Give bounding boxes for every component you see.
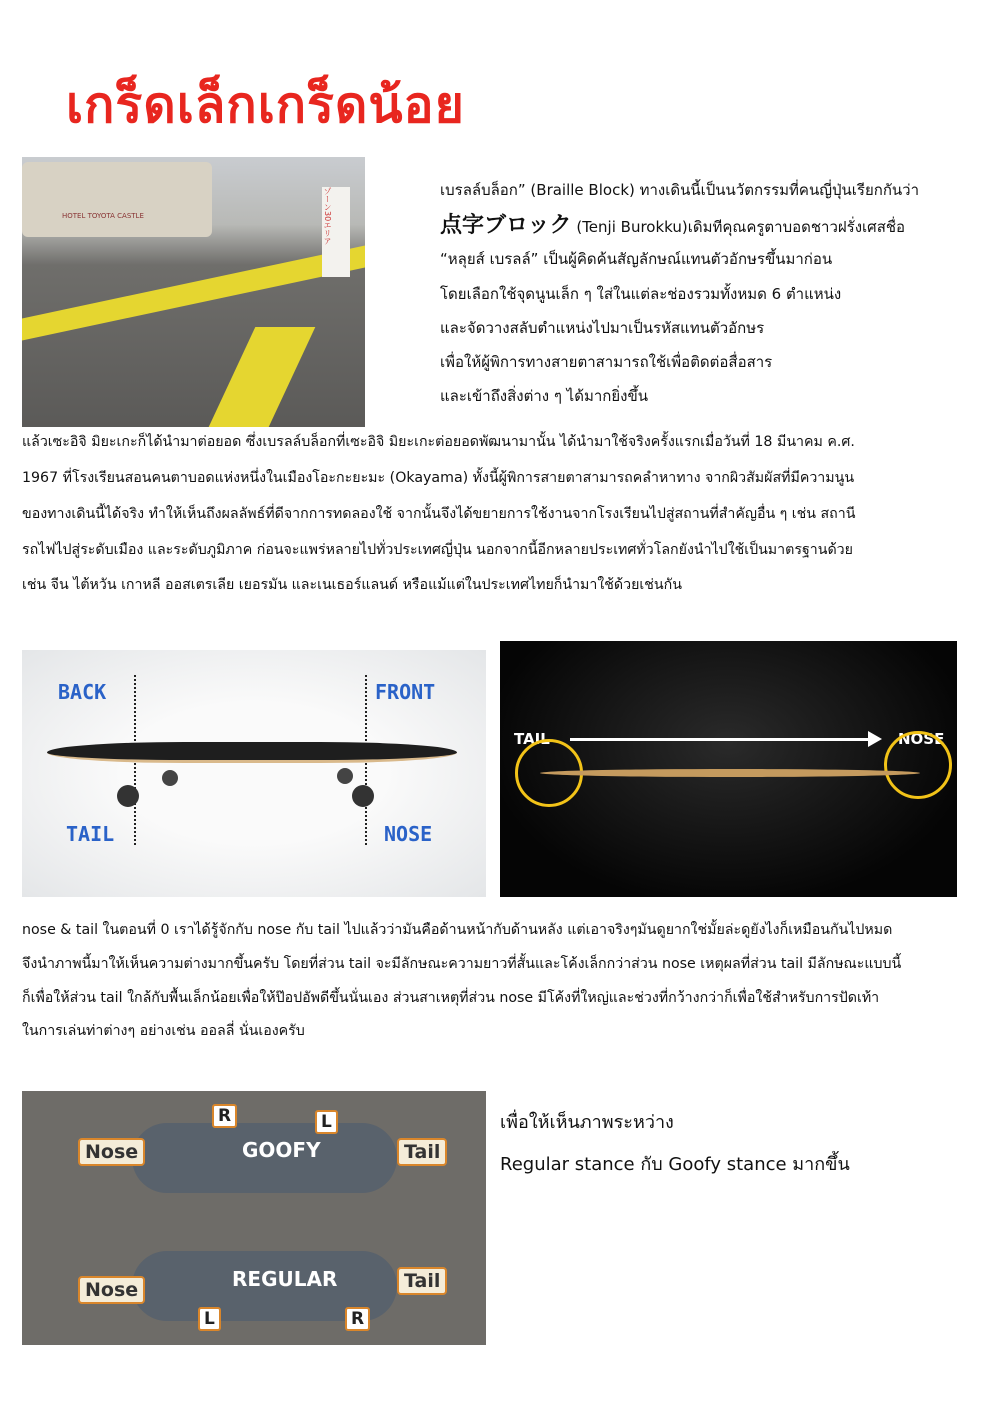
text-line: จึงนำภาพนี้มาให้เห็นความต่างมากขึ้นครับ โดยที่ส่วน tail จะมีลักษณะความยาวที่สั้นและโค้งเล็กกว่าส่วน nose เหตุผลที่ส่วน tail มีลักษณะแบบนี้ [22, 956, 902, 972]
nose-tag: Nose [78, 1138, 145, 1166]
skateboard-deck [540, 769, 920, 777]
text-line: รถไฟไปสู่ระดับเมือง และระดับภูมิภาค ก่อนจะแพร่หลายไปทั่วประเทศญี่ปุ่น นอกจากนี้อีกหลายประเทศทั่วโลกยังนำไปใช้เป็นมาตรฐานด้วย [22, 542, 853, 558]
text: (Tenji Burokku)เดิมทีคุณครูตาบอดชาวฝรั่งเศสชื่อ [576, 218, 906, 236]
left-foot-tag: L [315, 1110, 338, 1134]
text-line: โดยเลือกใช้จุดนูนเล็ก ๆ ใส่ในแต่ละช่องรวมทั้งหมด 6 ตำแหน่ง [440, 285, 842, 303]
text-line: แล้วเซะอิจิ มิยะเกะก็ได้นำมาต่อยอด ซึ่งเบรลล์บล็อกที่เซะอิจิ มิยะเกะต่อยอดพัฒนามานั้น ได้นำมาใช้จริงครั้งแรกเมื่อวันที่ 18 มีนาคม ค.ศ. [22, 434, 855, 450]
nose-label: NOSE [384, 822, 433, 846]
text-line: เพื่อให้ผู้พิการทางสายตาสามารถใช้เพื่อติดต่อสื่อสาร [440, 353, 773, 371]
wheel [352, 785, 374, 807]
text-line: เบรลล์บล็อก” (Braille Block) ทางเดินนี้เป็นนวัตกรรมที่คนญี่ปุ่นเรียกกันว่า [440, 181, 920, 199]
back-label: BACK [58, 680, 107, 704]
text-line: ก็เพื่อให้ส่วน tail ใกล้กับพื้นเล็กน้อยเพื่อให้ป๊อปอัพดีขึ้นนั่นเอง ส่วนสาเหตุที่ส่วน nose มีโค้งที่ใหญ่และช่วงที่กว้างกว่าก็เพื่อใช้สำหรับการปัดเท้า [22, 990, 880, 1006]
text-line: nose & tail ในตอนที่ 0 เราได้รู้จักกับ nose กับ tail ไปแล้วว่ามันคือด้านหน้ากับด้านหลัง แต่เอาจริงๆมันดูยากใช่มั้ยล่ะดูยังไงก็เหมือนกันไปหมด [22, 922, 893, 938]
text-line: และจัดวางสลับตำแหน่งไปมาเป็นรหัสแทนตัวอักษร [440, 319, 765, 337]
text-line: “หลุยส์ เบรลล์” เป็นผู้คิดค้นสัญลักษณ์แทนตัวอักษรขึ้นมาก่อน [440, 250, 833, 268]
tail-tag: Tail [397, 1267, 447, 1295]
page-title: เกร็ดเล็กเกร็ดน้อย [66, 76, 465, 134]
goofy-label: GOOFY [242, 1138, 321, 1162]
text-line: และเข้าถึงสิ่งต่าง ๆ ได้มากยิ่งขึ้น [440, 387, 648, 405]
skateboard-side-figure [22, 650, 486, 897]
bus-text: HOTEL TOYOTA CASTLE [62, 212, 144, 220]
arrow-right-icon [868, 731, 882, 747]
japanese-term: 点字ブロック [440, 213, 572, 238]
regular-label: REGULAR [232, 1267, 338, 1291]
tail-label: TAIL [514, 730, 550, 748]
nose-label: NOSE [898, 730, 945, 748]
text-line: เช่น จีน ไต้หวัน เกาหลี ออสเตรเลีย เยอรมัน และเนเธอร์แลนด์ หรือแม้แต่ในประเทศไทยก็นำมาใช้ด้วยเช่นกัน [22, 577, 682, 593]
street-sign [322, 187, 350, 277]
text-line: ของทางเดินนี้ได้จริง ทำให้เห็นถึงผลลัพธ์ที่ดีจากการทดลองใช้ จากนั้นจึงได้ขยายการใช้งานจากโรงเรียนไปสู่สถานที่สำคัญอื่น ๆ เช่น สถานี [22, 506, 856, 522]
stance-photo [22, 1091, 486, 1345]
text-line: Regular stance กับ Goofy stance มากขึ้น [500, 1154, 850, 1175]
wheel [162, 770, 178, 786]
arrow-line [570, 738, 870, 741]
deck-profile-figure [500, 641, 957, 897]
front-label: FRONT [375, 680, 436, 704]
right-foot-tag: R [345, 1307, 370, 1331]
nose-highlight-circle [884, 731, 952, 799]
sign-text: ゾーン30エリア [323, 187, 332, 246]
left-foot-tag: L [198, 1307, 221, 1331]
right-foot-tag: R [212, 1104, 237, 1128]
wheel [337, 768, 353, 784]
skateboard-deck [47, 742, 457, 763]
tail-tag: Tail [397, 1138, 447, 1166]
text-line: เพื่อให้เห็นภาพระหว่าง [500, 1112, 674, 1133]
wheel [117, 785, 139, 807]
text-line: ในการเล่นท่าต่างๆ อย่างเช่น ออลลี่ นั่นเองครับ [22, 1023, 305, 1039]
bus [22, 162, 212, 237]
text-line: 1967 ที่โรงเรียนสอนคนตาบอดแห่งหนึ่งในเมืองโอะกะยะมะ (Okayama) ทั้งนี้ผู้พิการสายตาสามารถคลำหาทาง จากผิวสัมผัสที่มีความนูน [22, 470, 855, 486]
text-line [440, 208, 905, 239]
braille-block-photo [22, 157, 365, 427]
yellow-tactile-strip [209, 327, 316, 427]
tail-label: TAIL [66, 822, 115, 846]
nose-tag: Nose [78, 1276, 145, 1304]
